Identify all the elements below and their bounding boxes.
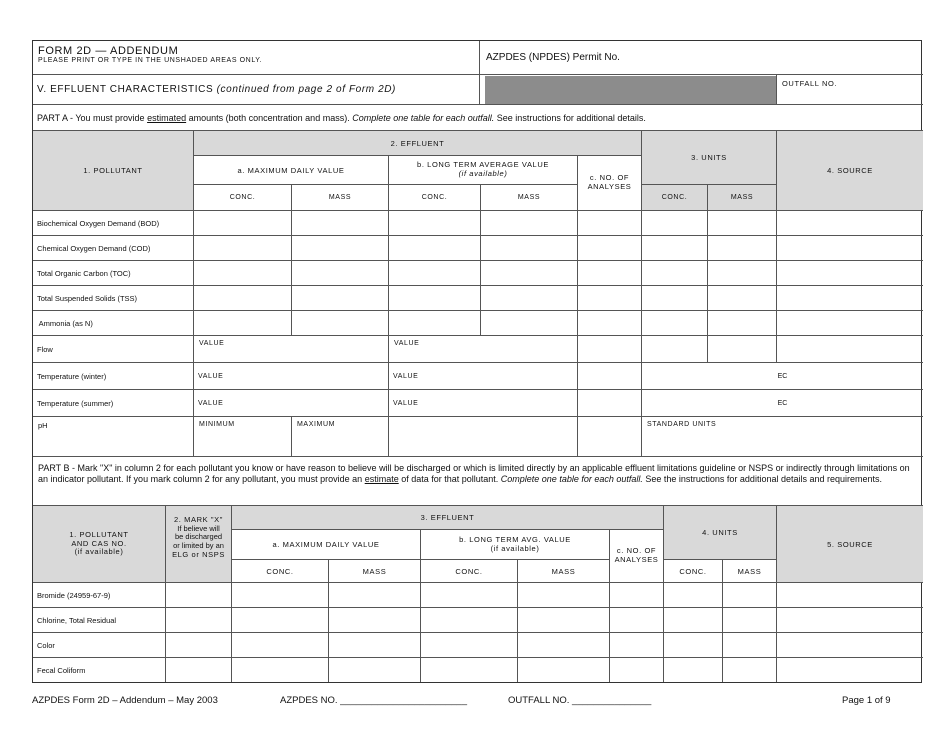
part-b-units-text: 4. UNITS — [702, 528, 738, 537]
input-cell[interactable] — [664, 583, 723, 608]
form-title: FORM 2D — ADDENDUM — [38, 45, 179, 57]
permit-number-label: AZPDES (NPDES) Permit No. — [486, 52, 620, 63]
input-cell[interactable] — [777, 658, 923, 682]
temp-summer-label — [33, 390, 194, 417]
input-cell[interactable] — [642, 311, 708, 336]
part-b-effluent-header — [232, 506, 664, 530]
part-a-max-conc-header — [194, 185, 292, 211]
value-label: VALUE — [198, 399, 224, 407]
value-label: VALUE — [393, 372, 419, 380]
input-cell[interactable] — [578, 286, 642, 311]
shaded-block — [485, 76, 776, 104]
print-instruction: PLEASE PRINT OR TYPE IN THE UNSHADED AREAS ONLY. — [38, 57, 263, 64]
ph-label — [33, 417, 194, 457]
part-a-avg-mass-header — [481, 185, 578, 211]
value-label: VALUE — [394, 340, 420, 347]
mass-label: MASS — [730, 194, 754, 201]
temp-summer-avg-field[interactable] — [389, 390, 578, 417]
part-b-mark-text-3: be discharged — [174, 532, 223, 542]
input-cell[interactable] — [194, 211, 292, 236]
pollutant-chlorine: Chlorine, Total Residual — [37, 615, 117, 625]
input-cell[interactable] — [642, 336, 708, 363]
pollutant-bromide: Bromide (24959-67-9) — [37, 590, 111, 600]
input-cell[interactable] — [664, 658, 723, 682]
part-b-units-mass-header — [723, 560, 777, 583]
section-note: (continued from page 2 of Form 2D) — [216, 84, 396, 95]
shaded-admin-area — [480, 75, 777, 105]
part-a-units-conc-header — [642, 185, 708, 211]
input-cell[interactable] — [292, 236, 389, 261]
ph-minimum-field[interactable] — [194, 417, 292, 457]
part-a-pollutant-header-text: 1. POLLUTANT — [83, 166, 143, 175]
part-b-analyses-header — [610, 530, 664, 583]
input-cell[interactable] — [194, 286, 292, 311]
input-cell[interactable] — [421, 608, 518, 633]
part-a-analyses-header — [578, 156, 642, 211]
input-cell[interactable] — [518, 583, 610, 608]
part-a-effluent-header — [194, 131, 642, 156]
input-cell[interactable] — [194, 261, 292, 286]
input-cell[interactable] — [777, 261, 923, 286]
input-cell[interactable] — [518, 658, 610, 682]
mark-x-cell[interactable] — [166, 583, 232, 608]
flow-avg-value-field[interactable] — [389, 336, 578, 363]
part-b-mark-text-5: ELG or NSPS — [172, 549, 225, 559]
mass-label: MASS — [551, 566, 576, 576]
part-b-intro — [33, 457, 923, 506]
part-b-long-term-header — [421, 530, 610, 560]
part-b-pollutant-label — [33, 583, 166, 608]
input-cell[interactable] — [708, 211, 777, 236]
part-b-tail: See the instructions for additional details and requirements. — [642, 473, 883, 484]
input-cell[interactable] — [292, 261, 389, 286]
part-b-max-mass-header — [329, 560, 421, 583]
standard-units-label: STANDARD UNITS — [647, 421, 717, 428]
input-cell[interactable] — [389, 261, 481, 286]
flow-max-value-field[interactable] — [194, 336, 389, 363]
part-a-units-mass-header — [708, 185, 777, 211]
input-cell[interactable] — [578, 363, 642, 390]
value-label: VALUE — [198, 372, 224, 380]
input-cell[interactable] — [232, 658, 329, 682]
ph-label-text: pH — [38, 421, 48, 430]
value-label: VALUE — [393, 399, 419, 407]
part-a-analyses-text-2: ANALYSES — [587, 182, 632, 191]
pollutant-toc: Total Organic Carbon (TOC) — [37, 268, 131, 278]
conc-label: CONC. — [679, 566, 707, 576]
outfall-number-field[interactable] — [777, 75, 923, 105]
input-cell[interactable] — [194, 236, 292, 261]
section-label: V. EFFLUENT CHARACTERISTICS — [37, 84, 214, 95]
input-cell[interactable] — [329, 583, 421, 608]
ph-maximum-field[interactable] — [292, 417, 389, 457]
input-cell[interactable] — [708, 236, 777, 261]
part-b-max-conc-header — [232, 560, 329, 583]
input-cell[interactable] — [610, 658, 664, 682]
part-b-max-daily-header — [232, 530, 421, 560]
part-a-pollutant-label — [33, 286, 194, 311]
mass-label: MASS — [328, 194, 352, 201]
part-a-pollutant-label — [33, 236, 194, 261]
input-cell[interactable] — [518, 608, 610, 633]
input-cell[interactable] — [481, 311, 578, 336]
temp-summer-units — [642, 390, 923, 417]
mark-x-cell[interactable] — [166, 608, 232, 633]
input-cell[interactable] — [777, 583, 923, 608]
part-a-if-available: (if available) — [458, 169, 508, 178]
part-a-max-mass-header — [292, 185, 389, 211]
conc-label: CONC. — [229, 194, 256, 201]
part-b-mark-text-2: If believe will — [177, 523, 220, 533]
minimum-label: MINIMUM — [199, 421, 235, 428]
input-cell[interactable] — [578, 390, 642, 417]
pollutant-cod: Chemical Oxygen Demand (COD) — [37, 243, 151, 253]
mass-label: MASS — [362, 566, 387, 576]
part-b-italic: Complete one table for each outfall. — [500, 473, 643, 484]
input-cell[interactable] — [777, 336, 923, 363]
footer-form-name: AZPDES Form 2D – Addendum – May 2003 — [32, 695, 218, 706]
part-b-max-daily-text: a. MAXIMUM DAILY VALUE — [272, 540, 380, 549]
temp-summer-label-text: Temperature (summer) — [37, 398, 114, 408]
part-b-analyses-text-2: ANALYSES — [614, 555, 659, 564]
part-b-pollutant-text-3: (if available) — [74, 547, 124, 557]
part-a-emphasis: estimated — [147, 112, 187, 123]
part-a-units-header-text: 3. UNITS — [691, 153, 727, 162]
part-a-avg-conc-header — [389, 185, 481, 211]
part-a-long-term-header — [389, 156, 578, 185]
section-title — [33, 75, 480, 105]
outfall-number-label: OUTFALL NO. — [782, 79, 838, 88]
part-b-long-term-text: b. LONG TERM AVG. VALUE — [459, 534, 571, 544]
input-cell[interactable] — [578, 211, 642, 236]
part-a-lead: PART A - You must provide — [37, 112, 148, 123]
part-b-pollutant-text-2: AND CAS NO. — [71, 538, 127, 548]
form-2d-addendum — [32, 40, 922, 683]
input-cell[interactable] — [329, 633, 421, 658]
input-cell[interactable] — [421, 633, 518, 658]
temp-winter-label — [33, 363, 194, 390]
footer-page-number: Page 1 of 9 — [842, 695, 891, 706]
part-a-pollutant-header — [33, 131, 194, 211]
input-cell[interactable] — [292, 211, 389, 236]
input-cell[interactable] — [723, 608, 777, 633]
temp-winter-avg-field[interactable] — [389, 363, 578, 390]
part-b-pollutant-label — [33, 608, 166, 633]
part-b-emphasis: estimate — [364, 473, 399, 484]
input-cell[interactable] — [518, 633, 610, 658]
flow-label — [33, 336, 194, 363]
input-cell[interactable] — [708, 311, 777, 336]
conc-label: CONC. — [661, 194, 688, 201]
input-cell[interactable] — [481, 211, 578, 236]
part-b-effluent-text: 3. EFFLUENT — [420, 513, 475, 522]
conc-label: CONC. — [266, 566, 294, 576]
pollutant-bod: Biochemical Oxygen Demand (BOD) — [37, 218, 160, 228]
input-cell[interactable] — [421, 583, 518, 608]
pollutant-color: Color — [37, 640, 55, 650]
part-a-pollutant-label — [33, 261, 194, 286]
pollutant-fecal-coliform: Fecal Coliform — [37, 665, 86, 675]
maximum-label: MAXIMUM — [297, 421, 336, 428]
value-label: VALUE — [199, 340, 225, 347]
input-cell[interactable] — [708, 336, 777, 363]
permit-number-field[interactable] — [480, 41, 923, 75]
input-cell[interactable] — [389, 236, 481, 261]
flow-label-text: Flow — [37, 344, 53, 354]
part-a-pollutant-label — [33, 211, 194, 236]
input-cell[interactable] — [664, 608, 723, 633]
part-b-if-available: (if available) — [490, 543, 540, 553]
part-b-source-header — [777, 506, 923, 583]
conc-label: CONC. — [421, 194, 448, 201]
part-b-units-header — [664, 506, 777, 560]
input-cell[interactable] — [578, 336, 642, 363]
input-cell[interactable] — [723, 658, 777, 682]
part-a-pollutant-label — [33, 311, 194, 336]
input-cell[interactable] — [578, 417, 642, 457]
form-title-block — [33, 41, 480, 75]
footer-azpdes-no: AZPDES NO. ________________________ — [280, 695, 467, 706]
conc-label: CONC. — [455, 566, 483, 576]
input-cell[interactable] — [232, 608, 329, 633]
input-cell[interactable] — [389, 417, 578, 457]
temp-winter-max-field[interactable] — [194, 363, 389, 390]
input-cell[interactable] — [421, 658, 518, 682]
part-b-mark-header — [166, 506, 232, 583]
input-cell[interactable] — [329, 608, 421, 633]
input-cell[interactable] — [777, 633, 923, 658]
temp-summer-max-field[interactable] — [194, 390, 389, 417]
part-a-effluent-header-text: 2. EFFLUENT — [390, 138, 445, 148]
part-a-source-header-text: 4. SOURCE — [827, 166, 873, 175]
ph-units — [642, 417, 923, 457]
part-b-lead: PART B - Mark "X" in column 2 for each pollutant you know or have reason to believe will be discharged or which is limited directly by an applicable effluent limitations guideline or NSPS or indirectly through limitations on an indicator pollutant. If you mark column 2 for any pollutant, you must provide an — [38, 463, 910, 484]
input-cell[interactable] — [708, 286, 777, 311]
part-b-analyses-text-1: c. NO. OF — [616, 546, 657, 556]
input-cell[interactable] — [708, 261, 777, 286]
mark-x-cell[interactable] — [166, 658, 232, 682]
part-b-mark-text-4: or limited by an — [173, 540, 224, 550]
part-a-max-daily-header — [194, 156, 389, 185]
input-cell[interactable] — [481, 261, 578, 286]
input-cell[interactable] — [292, 286, 389, 311]
mark-x-cell[interactable] — [166, 633, 232, 658]
input-cell[interactable] — [389, 211, 481, 236]
temp-winter-label-text: Temperature (winter) — [37, 371, 107, 381]
input-cell[interactable] — [777, 236, 923, 261]
part-a-max-daily-text: a. MAXIMUM DAILY VALUE — [237, 165, 345, 175]
input-cell[interactable] — [777, 608, 923, 633]
part-b-pollutant-label — [33, 633, 166, 658]
footer-outfall-no: OUTFALL NO. _______________ — [508, 695, 652, 706]
part-a-italic: Complete one table for each outfall. — [352, 112, 495, 123]
part-b-source-text: 5. SOURCE — [827, 539, 873, 549]
input-cell[interactable] — [777, 311, 923, 336]
part-b-units-conc-header — [664, 560, 723, 583]
input-cell[interactable] — [389, 311, 481, 336]
part-b-mark-text-1: 2. MARK "X" — [173, 515, 224, 524]
temp-winter-units — [642, 363, 923, 390]
part-a-analyses-text-1: c. NO. OF — [589, 173, 630, 183]
input-cell[interactable] — [292, 311, 389, 336]
input-cell[interactable] — [610, 583, 664, 608]
input-cell[interactable] — [610, 608, 664, 633]
part-b-pollutant-label — [33, 658, 166, 682]
part-b-pollutant-text-1: 1. POLLUTANT — [69, 530, 129, 540]
input-cell[interactable] — [723, 583, 777, 608]
input-cell[interactable] — [610, 633, 664, 658]
part-b-mid: of data for that pollutant. — [398, 473, 501, 484]
part-a-units-header — [642, 131, 777, 185]
ec-label: EC — [777, 372, 788, 380]
input-cell[interactable] — [642, 261, 708, 286]
part-a-tail: See instructions for additional details. — [494, 112, 646, 123]
part-a-source-header — [777, 131, 923, 211]
input-cell[interactable] — [664, 633, 723, 658]
part-a-long-term-text: b. LONG TERM AVERAGE VALUE — [417, 160, 549, 170]
input-cell[interactable] — [723, 633, 777, 658]
pollutant-ammonia: Ammonia (as N) — [37, 318, 93, 328]
input-cell[interactable] — [194, 311, 292, 336]
input-cell[interactable] — [481, 236, 578, 261]
input-cell[interactable] — [329, 658, 421, 682]
input-cell[interactable] — [232, 583, 329, 608]
mass-label: MASS — [737, 566, 762, 576]
input-cell[interactable] — [642, 211, 708, 236]
input-cell[interactable] — [777, 286, 923, 311]
pollutant-tss: Total Suspended Solids (TSS) — [37, 293, 138, 303]
input-cell[interactable] — [578, 261, 642, 286]
part-b-avg-conc-header — [421, 560, 518, 583]
input-cell[interactable] — [642, 236, 708, 261]
input-cell[interactable] — [578, 236, 642, 261]
input-cell[interactable] — [777, 211, 923, 236]
input-cell[interactable] — [578, 311, 642, 336]
part-a-mid: amounts (both concentration and mass). — [186, 112, 353, 123]
input-cell[interactable] — [642, 286, 708, 311]
mass-label: MASS — [517, 194, 541, 201]
part-a-intro — [33, 105, 923, 131]
part-b-avg-mass-header — [518, 560, 610, 583]
ec-label: EC — [777, 399, 788, 407]
part-b-pollutant-header — [33, 506, 166, 583]
input-cell[interactable] — [389, 286, 481, 311]
input-cell[interactable] — [232, 633, 329, 658]
input-cell[interactable] — [481, 286, 578, 311]
